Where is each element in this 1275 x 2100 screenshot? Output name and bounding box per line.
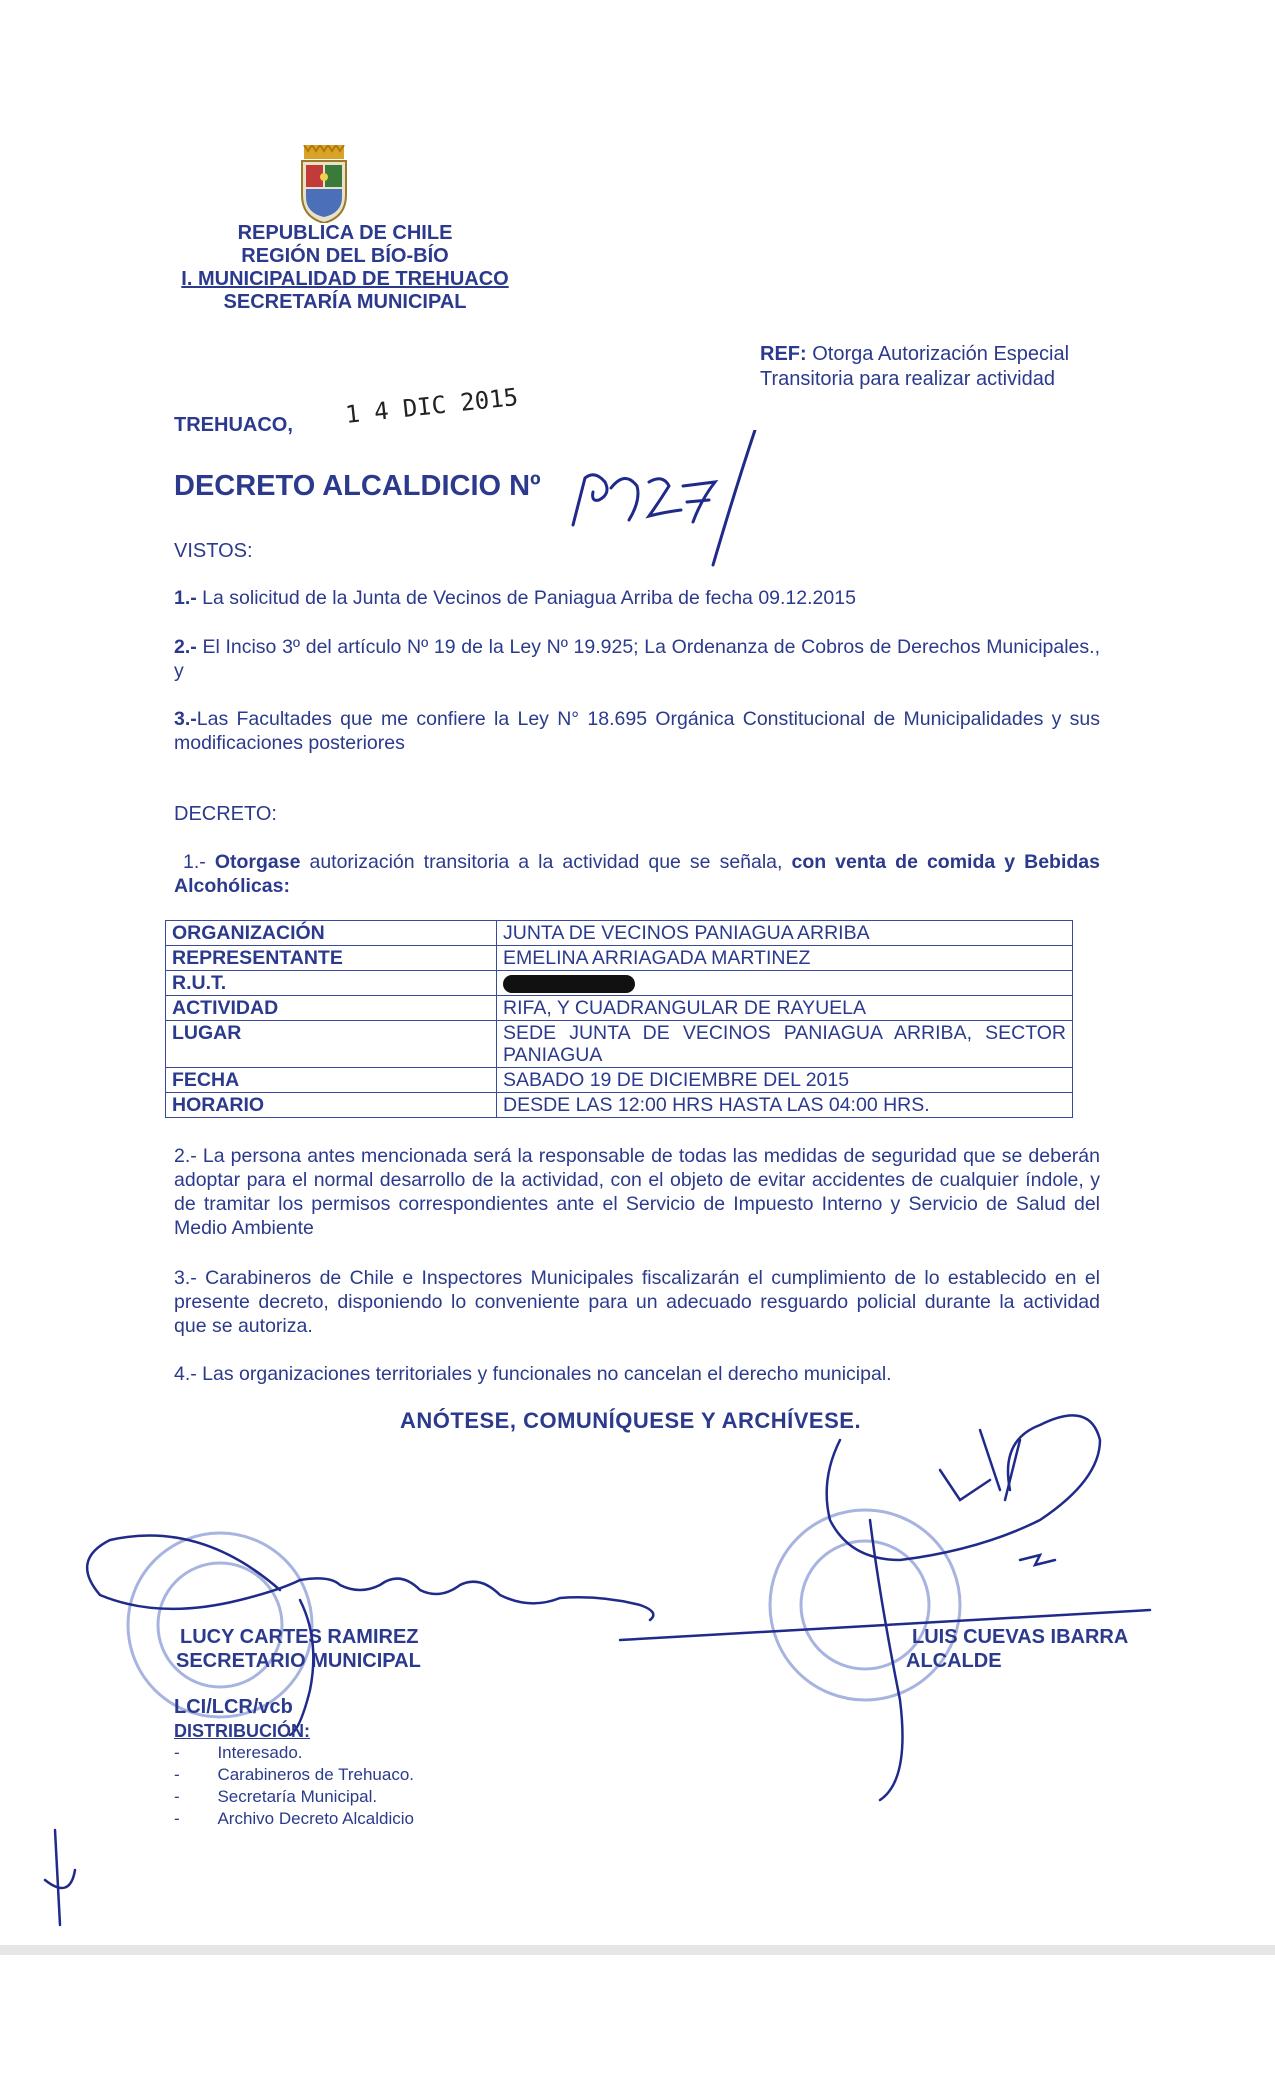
decreto-item-1-mid: autorización transitoria a la actividad que se señala,: [300, 851, 792, 873]
table-key: LUGAR: [166, 1021, 497, 1068]
vistos-item-2-num: 2.-: [174, 636, 197, 658]
table-key: FECHA: [166, 1068, 497, 1093]
table-key: REPRESENTANTE: [166, 946, 497, 971]
decreto-item-3: 3.- Carabineros de Chile e Inspectores Municipales fiscalizarán el cumplimiento de lo establecido en el presente decreto, disponiendo lo conveniente para un adecuado resguardo policial durante la actividad que se autoriza.: [174, 1267, 1100, 1337]
mayor-name: LUIS CUEVAS IBARRA: [912, 1626, 1129, 1648]
vistos-item-3: [174, 707, 1100, 755]
distribution-item-text: Archivo Decreto Alcaldicio: [217, 1809, 414, 1828]
decreto-item-1-bold2: con venta de comida y Bebidas Alcohólicas:: [174, 851, 1100, 897]
table-value: EMELINA ARRIAGADA MARTINEZ: [497, 946, 1073, 971]
table-row: [166, 1021, 1073, 1068]
decreto-heading: DECRETO:: [174, 803, 277, 825]
vistos-item-1-text: La solicitud de la Junta de Vecinos de Paniagua Arriba de fecha 09.12.2015: [196, 587, 856, 609]
reference-label: REF:: [760, 343, 807, 365]
header-country: REPUBLICA DE CHILE: [237, 222, 453, 244]
table-row: [166, 996, 1073, 1021]
secretary-title: SECRETARIO MUNICIPAL: [176, 1650, 421, 1672]
activity-info-table: [165, 920, 1073, 1118]
secretary-name: LUCY CARTES RAMIREZ: [180, 1626, 419, 1648]
date-stamp: 1 4 DIC 2015: [344, 383, 520, 429]
initials: LCI/LCR/vcb: [174, 1696, 293, 1718]
distribution-item: - Interesado.: [174, 1743, 303, 1762]
table-key: ACTIVIDAD: [166, 996, 497, 1021]
municipal-crest-logo: [298, 145, 350, 223]
vistos-heading: VISTOS:: [174, 540, 253, 562]
table-row: [166, 1093, 1073, 1118]
vistos-item-3-text: Las Facultades que me confiere la Ley N° 18.695 Orgánica Constitucional de Municipalidades y sus modificaciones posteriores: [174, 708, 1100, 754]
reference-text: Otorga Autorización Especial Transitoria para realizar actividad: [760, 343, 1070, 390]
table-key: HORARIO: [166, 1093, 497, 1118]
table-row: [166, 921, 1073, 946]
handwritten-decree-number: [565, 430, 795, 590]
place-label: TREHUACO,: [174, 414, 293, 436]
distribution-item-text: Secretaría Municipal.: [217, 1787, 378, 1806]
decreto-item-1-bold1: Otorgase: [214, 851, 301, 873]
table-key: R.U.T.: [166, 971, 497, 996]
decreto-item-2: 2.- La persona antes mencionada será la responsable de todas las medidas de seguridad que se deberán adoptar para el normal desarrollo de la actividad, con el objeto de evitar accidentes de cualquier índole, y de tramitar los permisos correspondientes ante el Servicio de Impuesto Interno y Servicio de Salud del Medio Ambiente: [174, 1145, 1100, 1239]
decreto-item-4: 4.- Las organizaciones territoriales y funcionales no cancelan el derecho municipal.: [174, 1363, 892, 1385]
table-value-redacted: [497, 971, 1073, 996]
table-value: JUNTA DE VECINOS PANIAGUA ARRIBA: [497, 921, 1073, 946]
vistos-item-1: [174, 586, 1100, 610]
closing-formula: ANÓTESE, COMUNÍQUESE Y ARCHÍVESE.: [400, 1408, 862, 1433]
decree-title: DECRETO ALCALDICIO Nº: [174, 470, 541, 502]
vistos-item-2: [174, 635, 1100, 683]
header-municipality: I. MUNICIPALIDAD DE TREHUACO: [181, 268, 509, 290]
decreto-item-1-num: 1.-: [183, 851, 206, 873]
reference-block: [760, 342, 1100, 392]
header-region: REGIÓN DEL BÍO-BÍO: [241, 245, 449, 267]
distribution-item-text: Carabineros de Trehuaco.: [217, 1765, 415, 1784]
table-key: ORGANIZACIÓN: [166, 921, 497, 946]
scan-edge: [0, 1945, 1275, 1955]
distribution-item: - Carabineros de Trehuaco.: [174, 1765, 415, 1784]
header-department: SECRETARÍA MUNICIPAL: [223, 291, 467, 313]
distribution-item-text: Interesado.: [217, 1743, 303, 1762]
table-value: DESDE LAS 12:00 HRS HASTA LAS 04:00 HRS.: [497, 1093, 1073, 1118]
table-value: RIFA, Y CUADRANGULAR DE RAYUELA: [497, 996, 1073, 1021]
distribution-item: - Archivo Decreto Alcaldicio: [174, 1809, 414, 1828]
table-value: SABADO 19 DE DICIEMBRE DEL 2015: [497, 1068, 1073, 1093]
table-value: SEDE JUNTA DE VECINOS PANIAGUA ARRIBA, SECTOR PANIAGUA: [497, 1021, 1073, 1068]
vistos-item-2-text: El Inciso 3º del artículo Nº 19 de la Ley Nº 19.925; La Ordenanza de Cobros de Derechos Municipales., y: [174, 636, 1100, 682]
redaction-mark: [503, 975, 635, 993]
vistos-item-3-num: 3.-: [174, 708, 197, 730]
table-row: [166, 971, 1073, 996]
table-row: [166, 946, 1073, 971]
decreto-item-1: [174, 850, 1100, 898]
distribution-item: - Secretaría Municipal.: [174, 1787, 378, 1806]
table-row: [166, 1068, 1073, 1093]
distribution-heading: DISTRIBUCIÓN:: [174, 1721, 310, 1741]
mayor-title: ALCALDE: [906, 1650, 1002, 1672]
vistos-item-1-num: 1.-: [174, 587, 197, 609]
